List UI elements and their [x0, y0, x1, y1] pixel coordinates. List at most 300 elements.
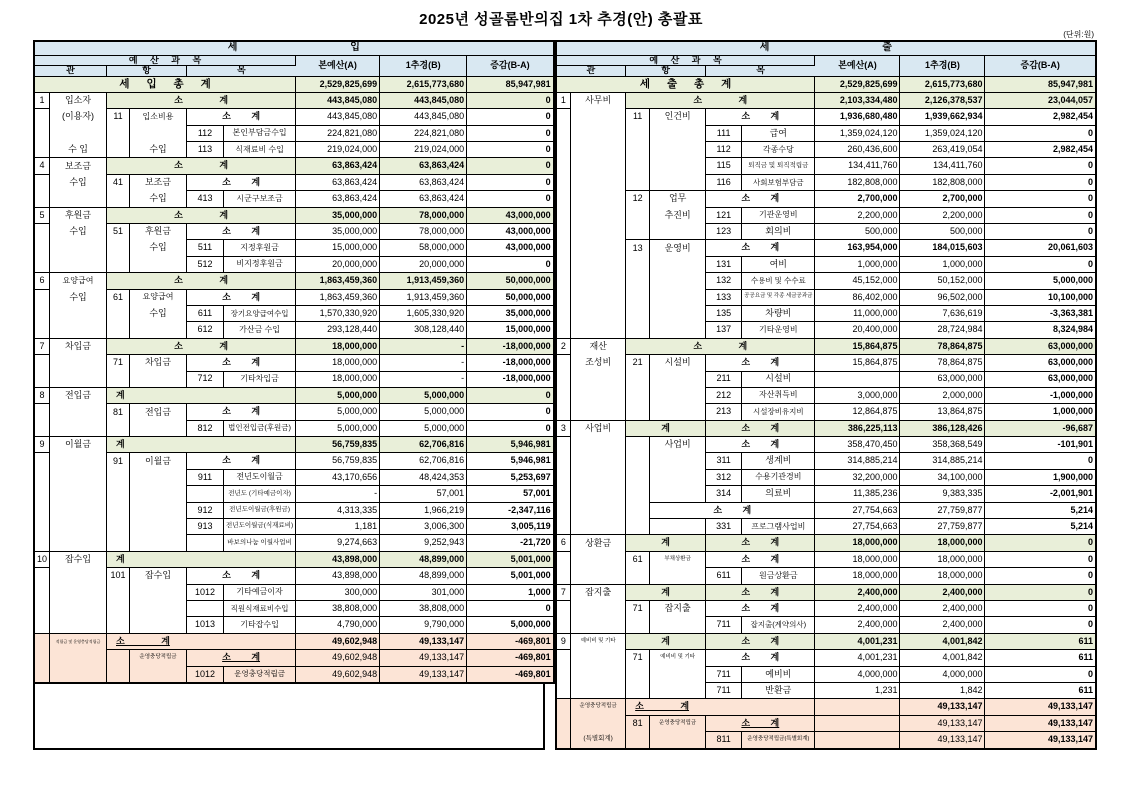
budget-row	[34, 584, 554, 600]
cell: 1,900,000	[985, 469, 1096, 485]
cell: 지정후원금	[224, 240, 296, 256]
budget-row	[556, 600, 1096, 616]
cell: 18,000,000	[296, 371, 380, 387]
cell: 프로그램사업비	[742, 519, 815, 535]
cell: 0	[467, 174, 554, 190]
grand-total-b: 2,615,773,680	[380, 76, 467, 92]
cell: 9,383,335	[900, 486, 985, 502]
budget-row	[556, 486, 1096, 502]
cell: 81	[107, 404, 130, 420]
cell-empty	[626, 617, 650, 633]
cell: 413	[187, 191, 224, 207]
cell: 1,359,024,120	[900, 125, 985, 141]
cell: 443,845,080	[380, 109, 467, 125]
cell-empty	[34, 519, 50, 535]
cell: 소 계	[107, 158, 296, 174]
cell: 58,000,000	[380, 240, 467, 256]
cell: 1	[34, 92, 50, 108]
budget-row	[34, 305, 554, 321]
cell: 5	[34, 207, 50, 223]
budget-row	[556, 92, 1096, 108]
cell: 121	[706, 207, 742, 223]
cell: 전년도이월금(식재료비)	[224, 519, 296, 535]
cell: 311	[706, 453, 742, 469]
cell-empty	[556, 519, 571, 535]
cell-empty	[34, 142, 50, 158]
cell: 443,845,080	[380, 92, 467, 108]
cell-empty	[130, 322, 187, 338]
cell: 3,000,000	[815, 387, 900, 403]
cell: 시설비	[650, 355, 706, 371]
cell: 수용비 및 수수료	[742, 273, 815, 289]
cell-empty	[571, 289, 626, 305]
cell: 101	[107, 568, 130, 584]
cell: 911	[187, 469, 224, 485]
cell: -2,001,901	[985, 486, 1096, 502]
cell: 회의비	[742, 224, 815, 240]
cell: 계	[626, 633, 706, 649]
cell: 38,808,000	[296, 600, 380, 616]
cell: 여비	[742, 256, 815, 272]
cell: 업무	[650, 191, 706, 207]
budget-row	[556, 338, 1096, 354]
cell: 5,000,000	[380, 420, 467, 436]
cell: 0	[467, 600, 554, 616]
cell-empty	[626, 469, 650, 485]
col-header-first-revision: 1추경(B)	[380, 56, 467, 77]
cell: 18,000,000	[296, 355, 380, 371]
cell: 이월금	[130, 453, 187, 469]
cell: 전년도이월금	[224, 469, 296, 485]
budget-row	[34, 240, 554, 256]
budget-row	[556, 666, 1096, 682]
cell: 48,899,000	[380, 551, 467, 567]
cell: 소 계	[626, 699, 815, 715]
budget-row	[34, 568, 554, 584]
cell: 수입	[130, 191, 187, 207]
cell: 63,863,424	[296, 174, 380, 190]
cell: 27,754,663	[815, 519, 900, 535]
cell: 7	[556, 584, 571, 600]
cell: 상환금	[571, 535, 626, 551]
cell: 811	[706, 732, 742, 749]
cell: 358,470,450	[815, 437, 900, 453]
cell: 1,570,330,920	[296, 305, 380, 321]
cell: 운영충당적립금	[571, 699, 626, 715]
cell: 711	[706, 682, 742, 698]
budget-row	[556, 535, 1096, 551]
budget-row	[34, 207, 554, 223]
cell-empty	[626, 224, 650, 240]
cell-empty	[34, 502, 50, 518]
cell: 314,885,214	[815, 453, 900, 469]
cell: 49,133,147	[900, 715, 985, 731]
cell: -21,720	[467, 535, 554, 551]
cell: 2,700,000	[900, 191, 985, 207]
cell-empty	[34, 322, 50, 338]
cell: 계	[107, 387, 296, 403]
cell-empty	[571, 469, 626, 485]
cell-empty	[34, 666, 50, 683]
budget-row	[34, 551, 554, 567]
cell-empty	[556, 486, 571, 502]
cell-empty	[34, 568, 50, 584]
cell: 4,313,335	[296, 502, 380, 518]
cell: 계	[107, 437, 296, 453]
cell: 358,368,549	[900, 437, 985, 453]
cell: 잡지출(계약의사)	[742, 617, 815, 633]
cell: 300,000	[296, 584, 380, 600]
cell-empty	[650, 305, 706, 321]
cell: 4,001,231	[815, 650, 900, 666]
cell: 0	[985, 207, 1096, 223]
cell: 2,982,454	[985, 142, 1096, 158]
cell: 생계비	[742, 453, 815, 469]
cell: 2,200,000	[900, 207, 985, 223]
cell: 2,400,000	[900, 617, 985, 633]
cell: 0	[985, 551, 1096, 567]
cell: 27,759,877	[900, 502, 985, 518]
cell-empty	[571, 174, 626, 190]
budget-row	[556, 305, 1096, 321]
cell-empty	[50, 600, 107, 616]
cell: 386,128,426	[900, 420, 985, 436]
budget-row	[556, 633, 1096, 649]
cell: 13,864,875	[900, 404, 985, 420]
cell-empty	[650, 453, 706, 469]
cell-empty	[34, 305, 50, 321]
cell-empty	[34, 486, 50, 502]
cell: 27,759,877	[900, 519, 985, 535]
cell-empty	[571, 519, 626, 535]
cell: 62,706,816	[380, 453, 467, 469]
cell: 1,000,000	[900, 256, 985, 272]
cell: 예비비 및 기타	[650, 650, 706, 666]
cell: 63,000,000	[985, 371, 1096, 387]
revenue-column	[33, 40, 555, 750]
cell-empty	[571, 158, 626, 174]
cell: 13	[626, 240, 650, 256]
cell-empty	[556, 600, 571, 616]
cell: 장기요양급여수입	[224, 305, 296, 321]
col-header-original-budget: 본예산(A)	[815, 56, 900, 77]
cell: 1,936,680,480	[815, 109, 900, 125]
col-header-first-revision: 1추경(B)	[900, 56, 985, 77]
cell: 0	[985, 256, 1096, 272]
cell: 500,000	[900, 224, 985, 240]
cell: 20,000,000	[380, 256, 467, 272]
cell: 49,133,147	[900, 732, 985, 749]
cell-empty	[107, 535, 130, 551]
cell: 소 계	[706, 240, 815, 256]
cell-empty	[107, 305, 130, 321]
cell: 각종수당	[742, 142, 815, 158]
cell: 0	[467, 256, 554, 272]
cell: 계	[107, 551, 296, 567]
cell: 2,103,334,480	[815, 92, 900, 108]
budget-subject-header: 예 산 과 목	[34, 56, 296, 66]
cell: 49,133,147	[380, 650, 467, 666]
cell: 57,001	[380, 486, 467, 502]
cell: 20,000,000	[296, 256, 380, 272]
cell: 8	[34, 387, 50, 403]
budget-row	[556, 371, 1096, 387]
cell: 51	[107, 224, 130, 240]
cell-empty	[650, 224, 706, 240]
budget-row	[556, 207, 1096, 223]
cell-empty	[571, 224, 626, 240]
cell: 소 계	[626, 92, 815, 108]
budget-row	[34, 404, 554, 420]
cell-empty	[626, 486, 650, 502]
budget-row	[556, 240, 1096, 256]
cell-empty	[556, 469, 571, 485]
cell-empty	[650, 125, 706, 141]
cell: 63,863,424	[296, 158, 380, 174]
cell-empty	[815, 699, 900, 715]
cell: 소 계	[706, 420, 815, 436]
cell-empty	[50, 535, 107, 551]
cell: 115	[706, 158, 742, 174]
cell-empty	[34, 453, 50, 469]
budget-row	[34, 355, 554, 371]
cell: 312	[706, 469, 742, 485]
cell: 11,385,236	[815, 486, 900, 502]
budget-row	[34, 125, 554, 141]
cell-empty	[107, 469, 130, 485]
cell: 전입금	[50, 387, 107, 403]
cell: (이용자)	[50, 109, 107, 125]
budget-row	[556, 437, 1096, 453]
grand-total-label: 세 출 총 계	[556, 76, 815, 92]
cell: 21	[626, 355, 650, 371]
cell-empty	[34, 256, 50, 272]
cell: 43,000,000	[467, 240, 554, 256]
cell: 15,000,000	[296, 240, 380, 256]
cell: 132	[706, 273, 742, 289]
cell: 137	[706, 322, 742, 338]
cell: 18,000,000	[900, 568, 985, 584]
cell: 6	[556, 535, 571, 551]
cell-empty	[571, 109, 626, 125]
cell-empty	[571, 207, 626, 223]
cell: 123	[706, 224, 742, 240]
cell-empty	[650, 387, 706, 403]
cell-empty	[50, 305, 107, 321]
budget-row	[34, 535, 554, 551]
cell: 소 계	[650, 502, 815, 518]
cell-empty	[34, 633, 50, 649]
cell: 0	[985, 191, 1096, 207]
cell-empty	[571, 305, 626, 321]
cell: 308,128,440	[380, 322, 467, 338]
budget-row	[556, 142, 1096, 158]
cell: 기관운영비	[742, 207, 815, 223]
cell: 711	[706, 666, 742, 682]
cell-empty	[626, 207, 650, 223]
cell-empty	[650, 469, 706, 485]
cell-empty	[50, 519, 107, 535]
cell: 수 입	[50, 142, 107, 158]
cell: 7,636,619	[900, 305, 985, 321]
cell: 반환금	[742, 682, 815, 698]
cell: 전입금	[130, 404, 187, 420]
cell-empty	[556, 191, 571, 207]
cell-empty	[556, 617, 571, 633]
cell: 50,000,000	[467, 289, 554, 305]
cell-empty	[626, 568, 650, 584]
budget-row	[556, 699, 1096, 715]
cell-empty	[626, 158, 650, 174]
cell: 5,000,000	[467, 617, 554, 633]
cell: 18,000,000	[815, 551, 900, 567]
cell: 78,864,875	[900, 355, 985, 371]
cell: 운영충당적립금	[224, 666, 296, 683]
cell: 소 계	[706, 715, 815, 731]
cell: 1012	[187, 666, 224, 683]
cell-empty	[34, 535, 50, 551]
budget-row	[34, 469, 554, 485]
cell: 49,133,147	[380, 633, 467, 649]
cell: 112	[706, 142, 742, 158]
cell: 재산	[571, 338, 626, 354]
cell: 적립금 및 운영충당적립금	[50, 633, 107, 649]
cell: 511	[187, 240, 224, 256]
cell: 0	[985, 617, 1096, 633]
cell: 기타차입금	[224, 371, 296, 387]
cell: 입소자	[50, 92, 107, 108]
cell-empty	[556, 437, 571, 453]
cell: 직원식재료비수입	[224, 600, 296, 616]
budget-row	[556, 158, 1096, 174]
cell: 23,044,057	[985, 92, 1096, 108]
budget-row	[556, 420, 1096, 436]
cell: 9,274,663	[296, 535, 380, 551]
cell: 소 계	[107, 207, 296, 223]
cell-empty	[571, 256, 626, 272]
cell: 0	[985, 453, 1096, 469]
cell: 10	[34, 551, 50, 567]
cell: 1,000,000	[985, 404, 1096, 420]
cell-empty	[571, 502, 626, 518]
cell: 운영충당적립금	[650, 715, 706, 731]
cell-empty	[556, 125, 571, 141]
cell-empty	[50, 568, 107, 584]
cell: 314	[706, 486, 742, 502]
cell: 56,759,835	[296, 453, 380, 469]
cell: 41	[107, 174, 130, 190]
cell: 0	[985, 666, 1096, 682]
cell: 계	[626, 535, 706, 551]
cell: 134,411,760	[815, 158, 900, 174]
cell-empty	[34, 420, 50, 436]
cell-empty	[50, 371, 107, 387]
cell-empty	[571, 682, 626, 698]
cell: 61	[626, 551, 650, 567]
cell: 112	[187, 125, 224, 141]
cell: 잡지출	[571, 584, 626, 600]
cell: -	[296, 486, 380, 502]
col-header-mok: 목	[706, 66, 815, 76]
budget-row	[34, 224, 554, 240]
budget-row	[34, 633, 554, 649]
cell: 1,000	[467, 584, 554, 600]
cell-empty	[50, 125, 107, 141]
cell-empty	[556, 256, 571, 272]
subject-header-row	[34, 56, 554, 66]
budget-row	[556, 191, 1096, 207]
cell: 의료비	[742, 486, 815, 502]
cell: 48,899,000	[380, 568, 467, 584]
cell: 78,000,000	[380, 224, 467, 240]
cell: 611	[985, 633, 1096, 649]
cell-empty	[650, 174, 706, 190]
grand-total-a: 2,529,825,699	[296, 76, 380, 92]
budget-row	[556, 732, 1096, 749]
budget-row	[34, 322, 554, 338]
cell: 49,133,147	[380, 666, 467, 683]
cell-empty	[626, 437, 650, 453]
cell-empty	[107, 666, 130, 683]
cell: 부채상환금	[650, 551, 706, 567]
cell-empty	[815, 732, 900, 749]
cell: 224,821,080	[380, 125, 467, 141]
cell: 0	[985, 584, 1096, 600]
cell: 4,790,000	[296, 617, 380, 633]
cell: 260,436,600	[815, 142, 900, 158]
cell-empty	[187, 486, 224, 502]
cell: 계	[626, 584, 706, 600]
cell: -101,901	[985, 437, 1096, 453]
cell-empty	[107, 502, 130, 518]
budget-row	[556, 650, 1096, 666]
cell: 원금상환금	[742, 568, 815, 584]
cell: 소 계	[706, 584, 815, 600]
cell: 소 계	[706, 650, 815, 666]
cell: 182,808,000	[900, 174, 985, 190]
cell: 7	[34, 338, 50, 354]
cell-empty	[556, 142, 571, 158]
cell: 2,700,000	[815, 191, 900, 207]
budget-row	[34, 437, 554, 453]
grand-total-label: 세 입 총 계	[34, 76, 296, 92]
cell: 가산금 수입	[224, 322, 296, 338]
cell: 49,133,147	[985, 732, 1096, 749]
cell-empty	[650, 732, 706, 749]
cell-empty	[107, 322, 130, 338]
cell: 8,324,984	[985, 322, 1096, 338]
cell: 소 계	[107, 338, 296, 354]
cell-empty	[34, 617, 50, 633]
cell: 2	[556, 338, 571, 354]
cell: 소 계	[187, 174, 296, 190]
cell-empty	[34, 125, 50, 141]
cell: 3,006,300	[380, 519, 467, 535]
cell: 1013	[187, 617, 224, 633]
cell: 331	[706, 519, 742, 535]
cell: 0	[985, 125, 1096, 141]
cell: 후원금	[50, 207, 107, 223]
cell: 71	[626, 600, 650, 616]
cell: 소 계	[706, 633, 815, 649]
cell: 611	[706, 568, 742, 584]
section-band-row	[556, 41, 1096, 56]
cell: 6	[34, 273, 50, 289]
grand-total-a: 2,529,825,699	[815, 76, 900, 92]
cell: 소 계	[107, 92, 296, 108]
cell: 소 계	[187, 289, 296, 305]
budget-row	[556, 715, 1096, 731]
